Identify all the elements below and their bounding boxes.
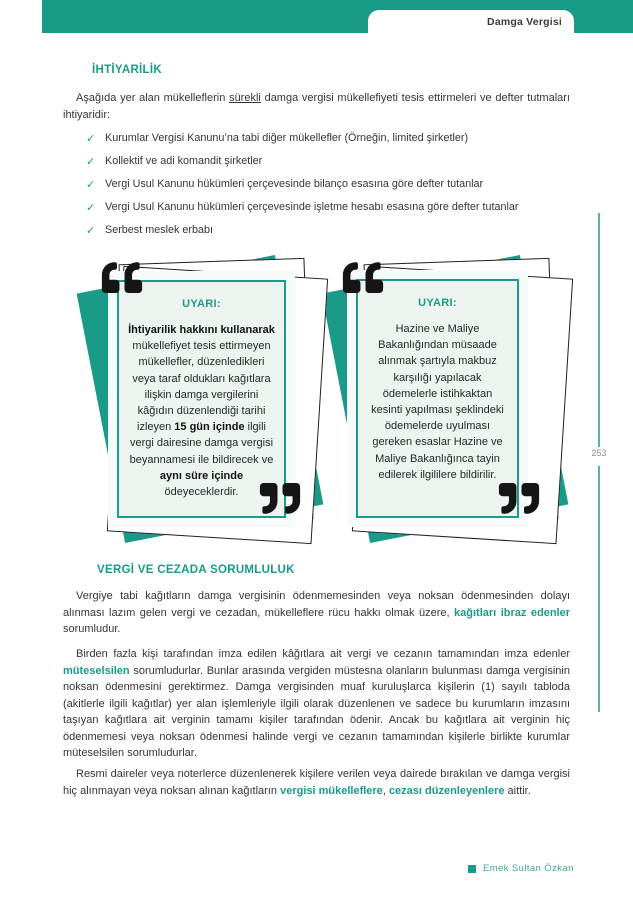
- checkmark-icon: ✓: [86, 202, 96, 214]
- paragraph-text: aittir.: [504, 784, 531, 797]
- checkmark-icon: ✓: [86, 179, 96, 191]
- highlighted-phrase: cezası düzenleyenlere: [388, 784, 505, 797]
- checklist-item-label: Vergi Usul Kanunu hükümleri çerçevesinde bilanço esasına göre defter tutanlar: [105, 178, 484, 190]
- warning-bold: İhtiyarilik hakkını kullanarak: [128, 324, 275, 336]
- header-bar: [42, 0, 633, 33]
- warning-panel: [356, 279, 519, 518]
- paragraph-text: Resmi daireler veya noterlerce düzenlenerek kişilere verilen veya dairede bırakılan ve damga vergisi hiç alınmayan veya noksan alınan kağıtların: [63, 768, 570, 797]
- section2-paragraph-3: [63, 766, 570, 799]
- warning-label: UYARI:: [182, 298, 221, 310]
- intro-text-2: damga vergisi mükellefiyeti tesis ettirmeleri ve defter tutmaları ihtiyaridir:: [63, 92, 570, 121]
- checklist: [86, 132, 519, 247]
- section2-title: VERGİ VE CEZADA SORUMLULUK: [97, 564, 295, 576]
- section2-paragraph-2: [63, 646, 570, 762]
- warning-span: ilgili vergi dairesine damga vergisi beyannamesi ile bildirecek ve: [129, 421, 274, 466]
- checklist-item-label: Serbest meslek erbabı: [105, 224, 214, 236]
- warning-card-1: [85, 258, 325, 550]
- checkmark-icon: ✓: [86, 156, 96, 168]
- section1-intro: [63, 90, 570, 123]
- warning-span: mükellefiyet tesis ettirmeyen mükellefler, düzenledikleri veya taraf oldukları kağıtlara ilişkin damga vergilerini kâğıdın düzenlendiği tarihi izleyen: [132, 340, 271, 434]
- intro-underlined-word: sürekli: [229, 92, 261, 104]
- page-rule-bottom: [598, 466, 600, 712]
- intro-text: Aşağıda yer alan mükelleflerin: [76, 92, 230, 104]
- highlighted-phrase: vergisi mükelleflere: [280, 784, 383, 797]
- page-number: 253: [591, 448, 607, 458]
- paragraph-text: Birden fazla kişi tarafından imza edilen kâğıtlara ait vergi ve cezanın tamamından imza edenler: [76, 648, 570, 660]
- checkmark-icon: ✓: [86, 133, 96, 145]
- checklist-item: [86, 178, 519, 201]
- paragraph-text: sorumludurlar. Bunlar arasında vergiden müstesna olanların bulunması damga vergisinin noksan ödenmesini gerektirmez. Damga vergisinden muaf kuruluşlarca kişilerin (1) sayılı tabloda (akitlerle ilgili kağıtlar) yer alan işlemleriyle ilgili olarak düzenlenen ve sadece bu kurumların imzasını taşıyan kağıtlara ait verginin tamamı kişiler tarafından ödenir. Ancak bu kağıtlara ait verginin hiç ödenmemesi veya noksan ödenmesi halinde vergi ve cezanın tamamından kişilerle birlikte kurumlar müteselsilen sorumludurlar.: [63, 664, 570, 759]
- checklist-item: [86, 155, 519, 178]
- footer-square-icon: [468, 865, 476, 873]
- checklist-item-label: Kollektif ve adi komandit şirketler: [105, 155, 263, 167]
- close-quote-icon: [498, 483, 540, 516]
- close-quote-icon: [259, 483, 301, 516]
- warning-span: ödeyeceklerdir.: [164, 486, 239, 499]
- warning-bold: 15 gün içinde: [174, 421, 245, 434]
- paragraph-text: ,: [382, 784, 389, 797]
- section2-paragraph-1: [63, 588, 570, 638]
- page-rule-top: [598, 213, 600, 447]
- paragraph-text: Vergiye tabi kağıtların damga vergisinin ödenmemesinden veya noksan ödenmesinden dolayı alınması lazım gelen vergi ve cezadan, mükelleflere rücu hakkı olmak üzere,: [63, 590, 570, 619]
- footer-author-name: Emek Sultan Özkan: [483, 863, 574, 874]
- warning-card-2: [330, 258, 570, 550]
- header-tab: [368, 10, 574, 33]
- paragraph-text: sorumludur.: [63, 623, 121, 635]
- warning-bold: aynı süre içinde: [159, 469, 244, 482]
- header-tab-label: Damga Vergisi: [487, 15, 562, 28]
- highlighted-phrase: kağıtları ibraz edenler: [454, 606, 570, 619]
- checklist-item-label: Kurumlar Vergisi Kanunu’na tabi diğer mükellefler (Örneğin, limited şirketler): [105, 132, 469, 144]
- footer-author: [468, 863, 574, 874]
- warning-text: Hazine ve Maliye Bakanlığından müsaade alınmak şartıyla makbuz karşılığı yapılacak ödemelerle istihkaktan kesinti yapılması şeklindeki ödemelerde uyulması gereken esaslar Hazine ve Maliye Bakanlığınca tayin edilerek ilgililere bildirilir.: [371, 323, 504, 481]
- checklist-item: [86, 132, 519, 155]
- section1-title: İHTİYARİLİK: [92, 64, 162, 76]
- warning-text: [128, 322, 275, 500]
- checklist-item-label: Vergi Usul Kanunu hükümleri çerçevesinde işletme hesabı esasına göre defter tutanlar: [105, 201, 519, 213]
- open-quote-icon: [342, 260, 384, 293]
- checklist-item: [86, 224, 519, 247]
- open-quote-icon: [101, 260, 143, 293]
- checkmark-icon: ✓: [86, 225, 96, 237]
- checklist-item: [86, 201, 519, 224]
- highlighted-phrase: müteselsilen: [63, 664, 130, 677]
- warning-label: UYARI:: [418, 297, 457, 309]
